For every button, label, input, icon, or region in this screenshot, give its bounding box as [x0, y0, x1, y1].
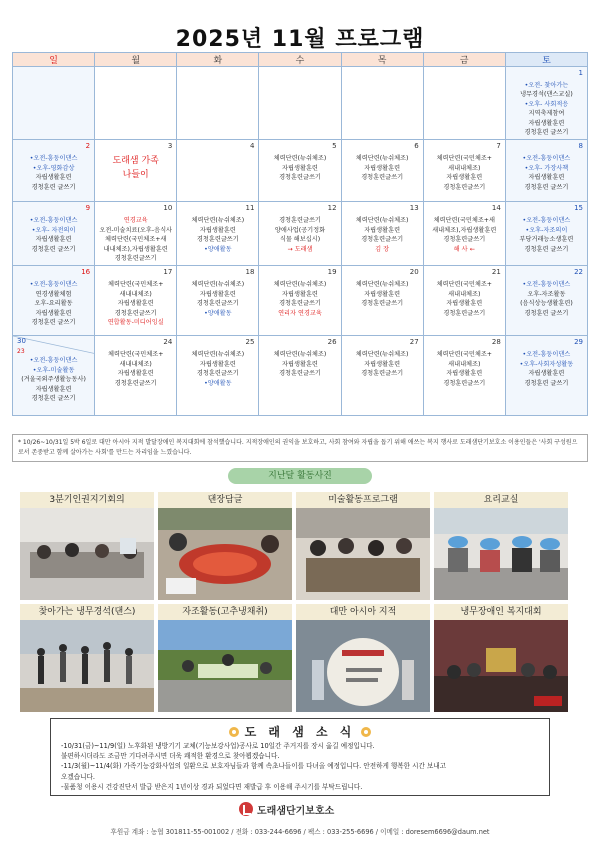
event-line: 체력단련(뉴쉬체조): [355, 155, 409, 163]
event-line: •오전-흥둥이댄스: [29, 357, 78, 365]
footer-contact: 후원금 계좌 : 농협 301811-55-001002 / 전화 : 033-244-6696 / 팩스 : 033-255-6696 / 이메일 : doresem6696@daum.net: [110, 828, 490, 836]
calendar-day-cell: [177, 336, 259, 416]
calendar-day-cell: [423, 67, 505, 140]
day-events: [95, 67, 176, 83]
event-line: 부당거래능소생훈련: [519, 236, 574, 244]
event-line: 자립생활훈련: [282, 164, 318, 172]
activities-title: 지난달 활동사진: [228, 468, 372, 484]
calendar-day-cell: [95, 67, 177, 140]
event-line: 자립생활훈련: [282, 360, 318, 368]
day-number: 29: [574, 338, 583, 347]
event-line: 연리자 연경교육: [278, 309, 322, 317]
welfare-conference-photo: [434, 620, 568, 712]
event-line: 자립생활훈련: [199, 226, 236, 234]
day-number: 1: [578, 69, 583, 77]
calendar-day-cell: [259, 202, 341, 266]
news-line: -물품청 이용시 건강진단서 발급 받은지 1년이상 경과 되었다면 재발급 후 이용해 주시기를 부탁드립니다.: [61, 782, 363, 791]
event-line: 경청훈련글쓰기: [361, 236, 404, 244]
event-line: 연경교육: [123, 217, 148, 225]
day-events: [177, 67, 258, 83]
calendar-day-cell: [95, 266, 177, 336]
outdoor-photo: [158, 620, 292, 712]
event-line: 체력단련(뉴쉬체조): [355, 217, 409, 225]
event-line: 새내내체조): [448, 290, 481, 298]
event-line: 냉무경석(댄스교실): [520, 91, 573, 99]
day-events: [342, 140, 423, 184]
day-number: 3: [167, 142, 173, 151]
event-line: 연합활동-미디어잉실: [107, 319, 164, 327]
day-number: 25: [245, 338, 255, 347]
calendar-week: [13, 67, 588, 140]
event-line: 새내내체조): [119, 290, 152, 298]
day-events: [177, 140, 258, 156]
day-number: 14: [491, 204, 501, 213]
event-line: 경청훈련 글쓰기: [31, 183, 76, 191]
event-line: 경청훈련글쓰기: [279, 174, 321, 182]
event-line: (음식상능생활훈련): [520, 300, 573, 308]
event-line: 자립생활훈련: [199, 360, 236, 368]
calendar-day-cell: [177, 202, 259, 266]
event-line: 새내내체조): [448, 360, 481, 368]
day-number: 18: [245, 268, 255, 277]
day-events: [424, 67, 505, 83]
event-line: 경청훈련글쓰기: [361, 174, 404, 182]
event-line: 자립생활훈련: [446, 370, 483, 378]
calendar-day-cell: [13, 67, 95, 140]
event-line: 경청훈련글쓰기: [443, 236, 486, 244]
calendar-day-cell: [177, 140, 259, 202]
calendar-day-cell: [259, 336, 341, 416]
calendar-day-cell: [505, 266, 587, 336]
calendar-day-cell: [505, 67, 587, 140]
calendar-day-cell: [95, 336, 177, 416]
news-title: 도 래 샘 소 식: [244, 725, 356, 739]
calendar: [12, 52, 588, 416]
day-number: 13: [409, 204, 419, 213]
calendar-week: [13, 140, 588, 202]
event-line: 경청훈련글쓰기: [196, 300, 239, 308]
event-line: 자립생활훈련: [282, 290, 318, 298]
event-line: 체력단련(뉴쉬체조): [355, 351, 409, 359]
dance-photo: [20, 620, 154, 712]
event-line: 경청훈련글쓰기: [114, 379, 157, 387]
event-line: 경청훈련글쓰기: [196, 236, 239, 244]
event-line: 지역축제참여: [528, 110, 565, 118]
calendar-day-cell: [505, 202, 587, 266]
weekday-header: [13, 53, 588, 67]
day-number: 15: [574, 204, 583, 213]
event-line: 자립생활훈련: [35, 385, 72, 393]
weekday-wed: 수: [259, 53, 341, 67]
taiwan-lantern-photo: [296, 620, 430, 712]
event-line: 체력단련(뉴쉬체조): [273, 155, 327, 163]
day-number: 7: [496, 142, 501, 151]
art-class-photo: [296, 508, 430, 600]
event-line: 경청훈련글쓰기: [279, 300, 321, 308]
photo-card: [434, 492, 568, 600]
photo-card: [296, 492, 430, 600]
event-line: 경청훈련글쓰기: [196, 370, 239, 378]
day-events: [259, 140, 340, 184]
event-line: 자립생활훈련: [528, 119, 565, 127]
event-line: 도래샘 가족: [112, 156, 159, 167]
calendar-week: [13, 202, 588, 266]
event-line: 경청훈련글쓰기: [361, 300, 404, 308]
event-line: 양애사업(공기정화: [274, 226, 326, 234]
day-number: 5: [332, 142, 337, 151]
event-line: 자립생활훈련: [446, 174, 483, 182]
day-number: 24: [163, 338, 173, 347]
event-line: 경청훈련글쓰기: [443, 309, 486, 317]
event-line: •오후- 사회적응: [524, 100, 569, 108]
event-line: •오전-흥둥이댄스: [29, 155, 78, 163]
event-line: •오전-흥둥이댄스: [522, 351, 571, 359]
event-line: 자립생활훈련: [364, 290, 401, 298]
event-line: 자립생활훈련: [35, 309, 72, 317]
event-line: •오후-자조의이: [525, 226, 568, 234]
day-number: 9: [85, 204, 91, 213]
event-line: 오전-미술치료(오후-음식사: [99, 226, 173, 234]
event-line: •오후-미술활동: [32, 366, 75, 374]
event-line: 경청훈련 글쓰기: [524, 379, 569, 387]
sun-icon: [229, 727, 239, 737]
day-number: 10: [163, 204, 173, 213]
event-line: 자립생활훈련: [364, 226, 401, 234]
photo-caption: 냉무장애인 복지대회: [434, 604, 568, 620]
event-line: 경청훈련 글쓰기: [524, 245, 569, 253]
event-line: •오후- 자전의이: [31, 226, 76, 234]
event-line: •오후-사회자성활동: [519, 360, 574, 368]
event-line: 경청훈련글쓰기: [279, 370, 321, 378]
weekday-mon: 월: [95, 53, 177, 67]
news-line: -10/31(금)~11/9(일) 노후화된 냉방기기 교체(기능보강사업)공사로 10일간 주거지를 장시 옮길 예정입니다.: [61, 742, 375, 750]
news-box: [50, 718, 550, 796]
news-line: -11/3(월)~11/4(화) 가족기능강화사업의 일환으로 보호자님들과 함께 속초나들이를 다녀올 예정입니다. 안전하게 행복한 시간 보내고: [61, 762, 447, 771]
photo-card: [296, 604, 430, 712]
event-line: 체력단련(국민체조+: [436, 281, 492, 289]
calendar-day-cell: [13, 266, 95, 336]
calendar-day-cell: [423, 336, 505, 416]
event-line: 김 장: [375, 245, 390, 253]
event-line: 체력단련(국민체조+새: [105, 236, 167, 244]
calendar-day-cell: [259, 67, 341, 140]
event-line: 경청훈련 글쓰기: [524, 183, 569, 191]
event-line: 경청훈련글쓰기: [443, 379, 486, 387]
news-line: 불편하시더라도 조금만 기다려주시면 더욱 쾌적한 환경으로 찾아뵙겠습니다.: [61, 752, 280, 761]
day-number: 30: [17, 337, 26, 346]
calendar-day-cell: [177, 266, 259, 336]
event-line: 경청훈련 글쓰기: [31, 245, 76, 253]
calendar-day-cell: [13, 202, 95, 266]
photo-caption: 자조활동(고추냉채취): [158, 604, 292, 620]
calendar-day-cell: [423, 140, 505, 202]
calendar-day-cell: [13, 140, 95, 202]
day-events: [424, 140, 505, 194]
day-events: [13, 140, 94, 194]
calendar-day-cell: [341, 266, 423, 336]
event-line: 경청훈련 글쓰기: [524, 129, 569, 137]
event-line: 내내체조),자립생활훈련: [103, 245, 168, 253]
event-line: 체력단련(국민체조+: [108, 351, 164, 359]
day-events: [95, 140, 176, 184]
event-line: 체력단련(뉴쉬체조): [355, 281, 409, 289]
event-line: 오후-요리활동: [34, 300, 73, 308]
calendar-day-cell: [95, 140, 177, 202]
event-line: 자립생활훈련: [528, 174, 565, 182]
calendar-day-cell: [341, 336, 423, 416]
day-number: 12: [327, 204, 337, 213]
event-line: •오전-흥둥이댄스: [522, 155, 571, 163]
news-line: 오겠습니다.: [61, 772, 95, 781]
event-line: 체력단련(뉴쉬체조): [191, 351, 245, 359]
weekday-sun: 일: [13, 53, 95, 67]
event-line: 경청훈련글쓰기: [279, 217, 321, 225]
weekday-fri: 금: [423, 53, 505, 67]
event-line: 새내내체조): [119, 360, 152, 368]
event-line: 경청훈련 글쓰기: [524, 309, 569, 317]
day-number: 27: [409, 338, 419, 347]
day-number: 11: [245, 204, 255, 213]
day-number: 22: [574, 268, 583, 277]
event-line: 식물 해보십시): [279, 236, 321, 244]
calendar-day-cell: [259, 140, 341, 202]
day-number: 2: [85, 142, 91, 151]
day-number: 17: [163, 268, 173, 277]
event-line: (겨울국외주생활능동사): [21, 376, 86, 384]
event-line: •양애활동: [204, 309, 232, 317]
event-line: •양애활동: [204, 379, 232, 387]
photo-card: [158, 492, 292, 600]
event-line: 체력단련(국민체조+: [108, 281, 164, 289]
event-line: 자립생활훈련: [528, 370, 565, 378]
meeting-photo: [20, 508, 154, 600]
calendar-day-cell: [13, 336, 95, 416]
weekday-thu: 목: [341, 53, 423, 67]
day-number: 16: [81, 268, 91, 277]
event-line: 경청훈련글쓰기: [361, 370, 404, 378]
event-line: •오전- 찾아가는: [524, 82, 569, 89]
day-events: [259, 67, 340, 83]
calendar-day-cell: [95, 202, 177, 266]
event-line: 자립생활훈련: [117, 300, 154, 308]
event-line: 경청훈련 글쓰기: [31, 395, 76, 403]
day-number: 20: [409, 268, 419, 277]
event-line: 체력단련(뉴쉬체조): [273, 281, 327, 289]
photo-caption: 댄장담글: [158, 492, 292, 508]
calendar-day-cell: [341, 67, 423, 140]
photo-card: [20, 492, 154, 600]
day-events: [13, 67, 94, 83]
calendar-week: [13, 336, 588, 416]
event-line: 체력단련(뉴쉬체조): [191, 217, 245, 225]
event-line: → 도래샘: [287, 245, 313, 253]
day-number: 26: [327, 338, 337, 347]
day-number: 23: [17, 348, 25, 356]
event-line: 새내내체조): [448, 164, 481, 172]
org-logo-icon: [239, 802, 253, 816]
photo-card: [158, 604, 292, 712]
photo-caption: 요리교실: [434, 492, 568, 508]
event-line: 경청훈련글쓰기: [114, 309, 157, 317]
calendar-day-cell: [423, 202, 505, 266]
photo-caption: 3분기인권지기회의: [20, 492, 154, 508]
event-line: 체력단련(뉴쉬체조): [273, 351, 327, 359]
news-header: [51, 723, 549, 740]
weekday-sat: 토: [505, 53, 587, 67]
calendar-day-cell: [505, 140, 587, 202]
photo-card: [20, 604, 154, 712]
event-line: 오후-자조활동: [527, 290, 566, 298]
event-line: •오전-흥둥이댄스: [29, 281, 78, 289]
event-line: •양애활동: [204, 245, 232, 253]
event-line: 체력단련(뉴쉬체조): [191, 281, 245, 289]
news-body: [61, 741, 541, 792]
event-line: 자립생활훈련: [199, 290, 236, 298]
calendar-day-cell: [259, 266, 341, 336]
event-line: •오후-영화감상: [32, 164, 75, 172]
day-events: [506, 140, 587, 194]
weekday-tue: 화: [177, 53, 259, 67]
photo-caption: 대만 아시아 지적: [296, 604, 430, 620]
notice-text: * 10/26~10/31일 5박 6일로 대만 아시아 지적 발달장애인 복지대회에 참석했습니다. 지적장애인의 권익을 보호하고, 사회 참여와 자립을 돕기 위해 애쓰는 복지 행사로 도래샘단기보호소 이용인들은 '사회 구성원으로서 존중받고 함께 살아가는 사회'를 만드는 자리임을 느꼈습니다.: [12, 434, 588, 462]
event-line: 자립생활훈련: [446, 300, 483, 308]
calendar-day-cell: [177, 67, 259, 140]
event-line: 경청훈련글쓰기: [114, 255, 157, 263]
event-line: •오전-흥둥이댄스: [522, 217, 571, 225]
event-line: 자립생활훈련: [364, 164, 401, 172]
day-number: 28: [491, 338, 501, 347]
day-number: 19: [327, 268, 337, 277]
day-events: [506, 67, 587, 139]
sun-icon: [361, 727, 371, 737]
event-line: 해 사 ←: [453, 245, 475, 253]
kimchi-photo: [158, 508, 292, 600]
day-events: [13, 202, 94, 256]
event-line: 자립생활훈련: [35, 236, 72, 244]
calendar-day-cell: [341, 140, 423, 202]
event-line: 자립생활훈련: [364, 360, 401, 368]
event-line: •오전-흥둥이댄스: [522, 281, 571, 289]
event-line: 체력단련(국민체조+: [436, 155, 492, 163]
org-name: 도래샘단기보호소: [257, 805, 335, 817]
event-line: 연경생활체험: [35, 290, 72, 298]
calendar-week: [13, 266, 588, 336]
day-number: 6: [414, 142, 419, 151]
event-line: •오전-흥둥이댄스: [29, 217, 78, 225]
org-logo: [239, 801, 334, 817]
day-number: 21: [491, 268, 501, 277]
day-events: [342, 67, 423, 83]
photo-card: [434, 604, 568, 712]
event-line: 경청훈련글쓰기: [443, 183, 486, 191]
photo-caption: 찾아가는 냉무경석(댄스): [20, 604, 154, 620]
photo-caption: 미술활동프로그램: [296, 492, 430, 508]
page-title: 2025년 11월 프로그램: [175, 27, 425, 52]
day-number: 8: [578, 142, 583, 151]
event-line: 자립생활훈련: [117, 370, 154, 378]
event-line: 경청훈련 글쓰기: [31, 319, 76, 327]
event-line: 체력단련(국민체조+: [436, 351, 492, 359]
calendar-day-cell: [341, 202, 423, 266]
event-line: 나들이: [122, 170, 149, 181]
event-line: 체력단련(국민체조+새: [433, 217, 495, 225]
event-line: •오후- 가장사책: [524, 164, 569, 172]
day-number: 4: [249, 142, 255, 151]
cooking-photo: [434, 508, 568, 600]
calendar-day-cell: [423, 266, 505, 336]
event-line: 자립생활훈련: [35, 174, 72, 182]
event-line: 새내체조),자립생활훈련: [432, 226, 497, 234]
calendar-day-cell: [505, 336, 587, 416]
